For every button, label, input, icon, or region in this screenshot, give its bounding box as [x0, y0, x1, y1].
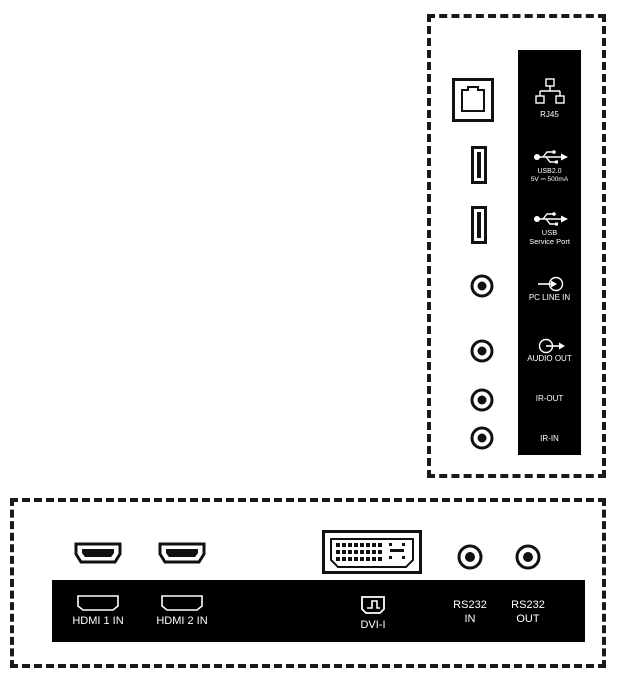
usb-icon [533, 150, 569, 164]
output-arrow-icon [537, 338, 565, 354]
ir-out-label: IR-OUT [535, 394, 564, 403]
ir-in-jack [470, 426, 494, 450]
hdmi2-icon [160, 594, 204, 612]
hdmi2-label: HDMI 2 IN [156, 615, 208, 627]
dvi-icon [360, 595, 386, 615]
hdmi1-label: HDMI 1 IN [72, 615, 124, 627]
usb-service-label-1: USB [541, 228, 558, 237]
audio-out-jack [470, 339, 494, 363]
ir-in-label: IR-IN [540, 434, 559, 443]
usb-service-label-2: Service Port [529, 237, 570, 246]
input-arrow-icon [537, 276, 565, 292]
audio-out-label: AUDIO OUT [527, 354, 572, 363]
rs232-in-jack [457, 544, 483, 570]
rs232-in-label-2: IN [464, 613, 476, 625]
rs232-out-label-1: RS232 [511, 599, 545, 611]
rj45-port [452, 78, 494, 122]
hdmi2-port [158, 542, 206, 564]
ir-out-jack [470, 388, 494, 412]
pc-line-in-label: PC LINE IN [528, 293, 571, 302]
rs232-in-label-1: RS232 [453, 599, 487, 611]
usb2-port [471, 146, 487, 184]
usb-service-port [471, 206, 487, 244]
usb2-power-label: 5V ⎓ 500mA [530, 176, 569, 183]
usb2-label: USB2.0 [537, 168, 562, 175]
rj45-label: RJ45 [540, 110, 559, 119]
hdmi1-icon [76, 594, 120, 612]
dvi-label: DVI-I [360, 619, 386, 631]
usb-service-icon [533, 212, 569, 226]
pc-line-in-jack [470, 274, 494, 298]
rs232-out-label-2: OUT [516, 613, 540, 625]
rs232-out-jack [515, 544, 541, 570]
hdmi1-port [74, 542, 122, 564]
dvi-port [322, 530, 422, 574]
network-icon [535, 78, 565, 106]
